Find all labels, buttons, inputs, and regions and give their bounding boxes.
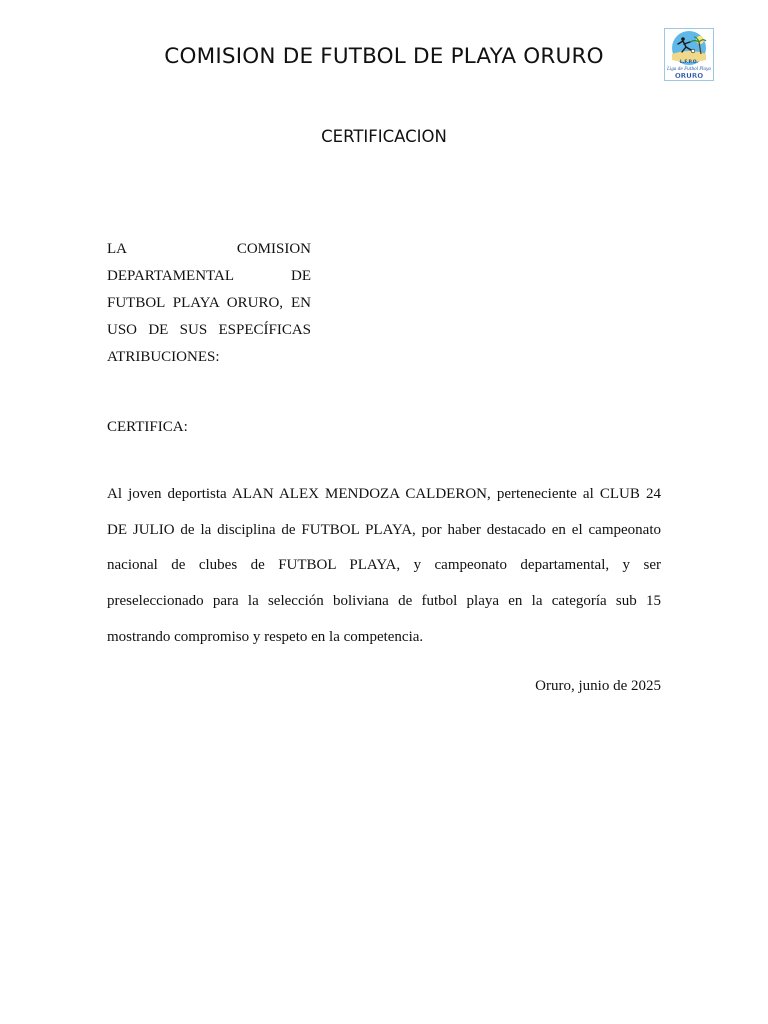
certifica-heading: CERTIFICA: — [107, 419, 188, 435]
logo-acronym: L.F.P.O. — [679, 60, 699, 65]
logo-motto: Liga de Futbol Playa — [667, 66, 711, 71]
certificate-body: Al joven deportista ALAN ALEX MENDOZA CALDERON, perteneciente al CLUB 24 DE JULIO de la disciplina de FUTBOL PLAYA, por haber destacado en el campeonato nacional de clubes de FUTBOL PLAYA, y campeonato departamental, y ser preseleccionado para la selección boliviana de futbol playa en la categoría sub 15 mostrando compromiso y respeto en la competencia. — [107, 486, 661, 645]
logo-city: ORURO — [674, 72, 704, 80]
intro-paragraph: LA COMISION DEPARTAMENTAL DE FUTBOL PLAYA ORURO, EN USO DE SUS ESPECÍFICAS ATRIBUCIONES: — [107, 241, 311, 365]
beach-soccer-logo-icon — [664, 28, 714, 81]
document-title: CERTIFICACION — [321, 127, 447, 146]
organization-title: COMISION DE FUTBOL DE PLAYA ORURO — [164, 44, 604, 69]
place-and-date: Oruro, junio de 2025 — [535, 678, 661, 694]
